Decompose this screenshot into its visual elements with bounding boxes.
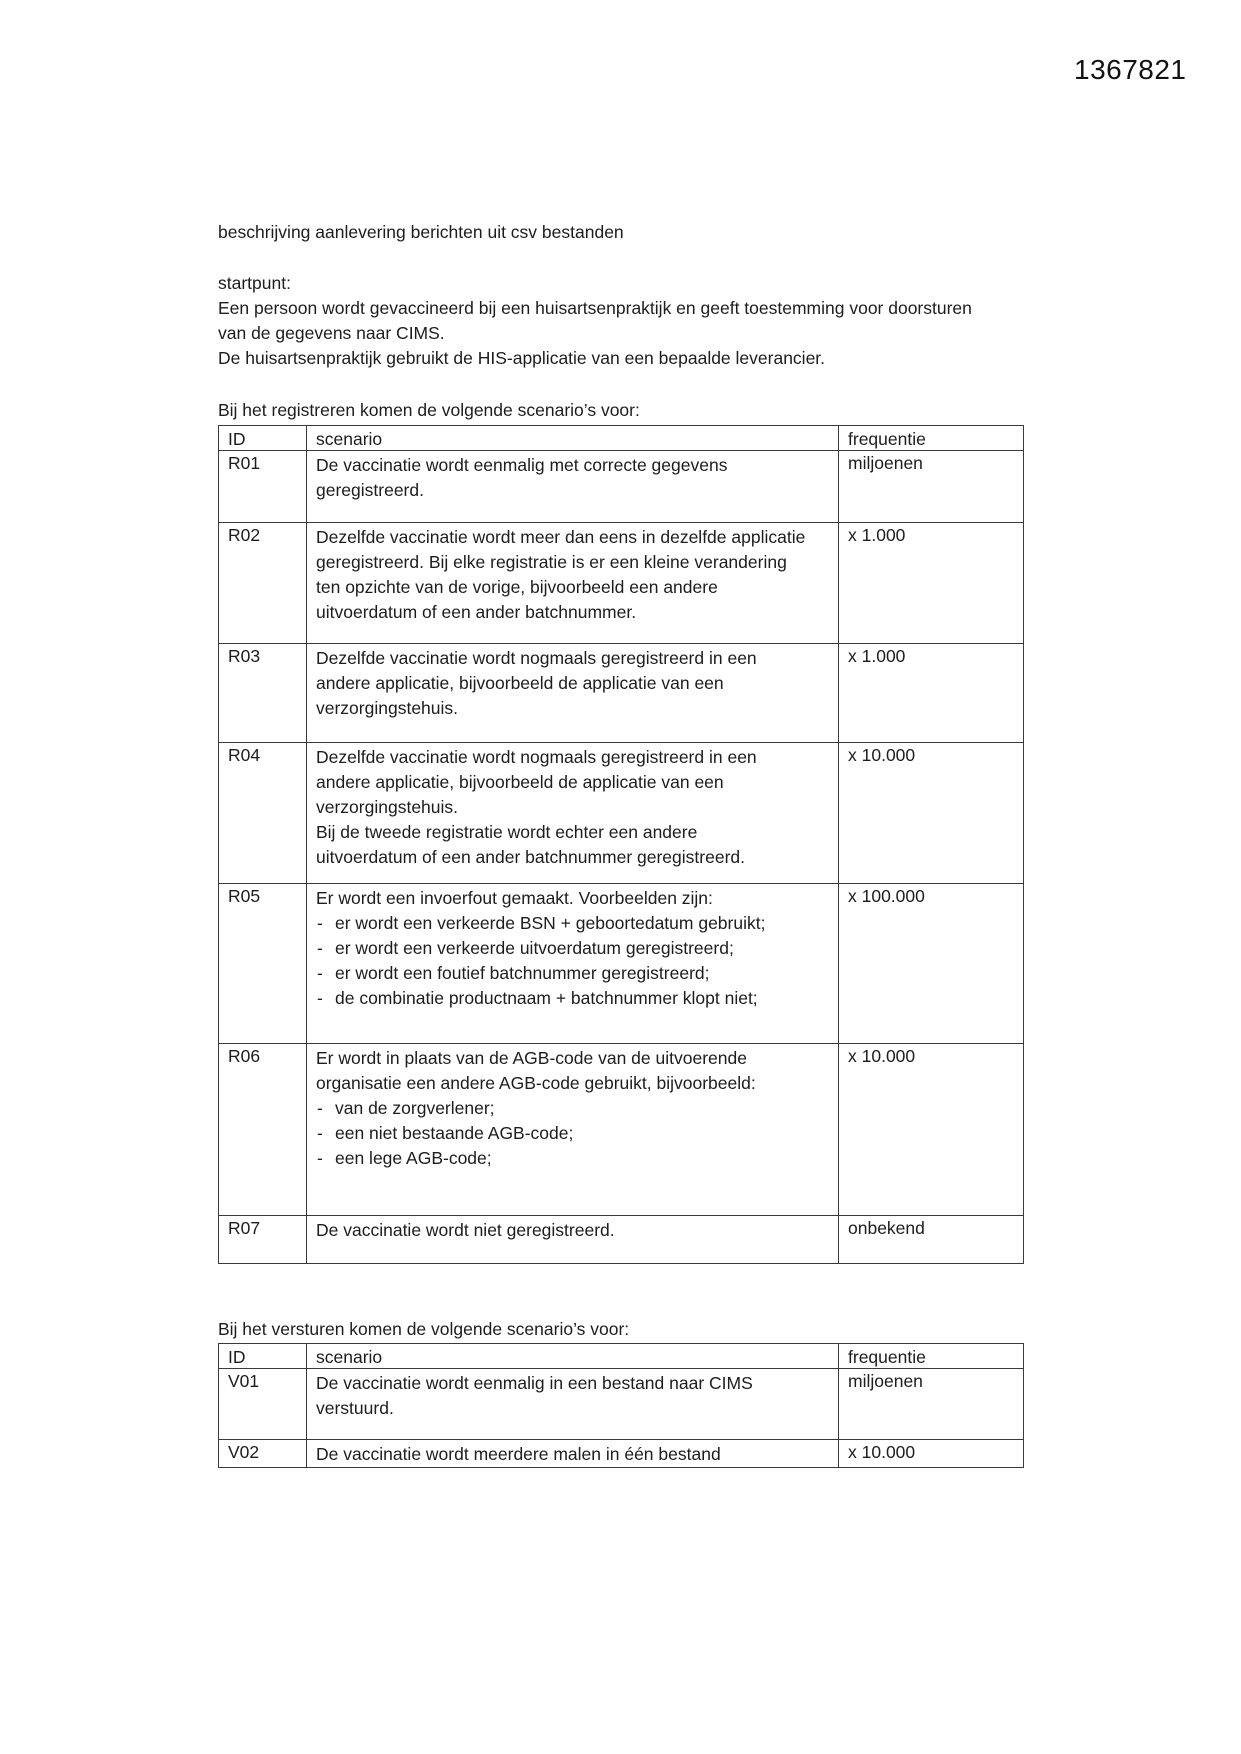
bullet-item [316,986,830,1011]
scenario-text-line: Dezelfde vaccinatie wordt meer dan eens in dezelfde applicatie [316,527,806,547]
scenario-text-line: De vaccinatie wordt meerdere malen in één bestand [316,1444,721,1464]
table-header-row [219,1344,1024,1369]
bullet-text: een lege AGB-code; [335,1148,492,1168]
col-header-id: ID [219,1344,307,1369]
table-row [219,523,1024,644]
scenario-id: V02 [219,1440,307,1468]
frequency-value: miljoenen [839,451,1024,523]
scenario-text-line: organisatie een andere AGB-code gebruikt, bijvoorbeeld: [316,1073,756,1093]
bullet-item [316,961,830,986]
col-header-scenario: scenario [307,426,839,451]
bullet-text: een niet bestaande AGB-code; [335,1123,574,1143]
bullet-item [316,1121,830,1146]
table-row [219,743,1024,884]
send-section-heading: Bij het versturen komen de volgende scenario’s voor: [218,1319,630,1339]
table-row [219,644,1024,743]
scenario-id: R05 [219,884,307,1044]
scenario-text-line: uitvoerdatum of een ander batchnummer. [316,602,637,622]
frequency-value: x 100.000 [839,884,1024,1044]
scenario-cell [307,523,839,644]
document-title: beschrijving aanlevering berichten uit csv bestanden [218,222,624,242]
table-row [219,1216,1024,1264]
scenario-id: V01 [219,1369,307,1440]
frequency-value: x 10.000 [839,1440,1024,1468]
table-row [219,1369,1024,1440]
scenario-text-line: Er wordt een invoerfout gemaakt. Voorbeelden zijn: [316,888,713,908]
bullet-dash: - [317,1148,323,1168]
table-row [219,1440,1024,1468]
scenario-text-line: andere applicatie, bijvoorbeeld de applicatie van een [316,673,724,693]
scenario-cell [307,1044,839,1216]
scenario-text-line: geregistreerd. Bij elke registratie is er een kleine verandering [316,552,787,572]
table-row [219,1044,1024,1216]
table-header-row [219,426,1024,451]
scenario-cell [307,1440,839,1468]
scenario-id: R03 [219,644,307,743]
frequency-value: x 1.000 [839,523,1024,644]
scenario-text-line: verstuurd. [316,1398,394,1418]
intro-line: van de gegevens naar CIMS. [218,323,445,343]
scenario-id: R02 [219,523,307,644]
bullet-item [316,1146,830,1171]
frequency-value: x 1.000 [839,644,1024,743]
bullet-dash: - [317,988,323,1008]
page-number-stamp: 1367821 [1074,54,1187,85]
scenario-cell [307,743,839,884]
frequency-value: x 10.000 [839,1044,1024,1216]
scenario-text-line: De vaccinatie wordt eenmalig in een bestand naar CIMS [316,1373,753,1393]
scenario-text-line: verzorgingstehuis. [316,698,459,718]
col-header-id: ID [219,426,307,451]
bullet-dash: - [317,1123,323,1143]
bullet-text: er wordt een verkeerde uitvoerdatum geregistreerd; [335,938,734,958]
scenario-text-line: ten opzichte van de vorige, bijvoorbeeld een andere [316,577,718,597]
bullet-item [316,911,830,936]
intro-line: Een persoon wordt gevaccineerd bij een huisartsenpraktijk en geeft toestemming voor doorsturen [218,298,972,318]
send-scenarios-table [218,1343,1024,1468]
scenario-cell [307,451,839,523]
scenario-text-line: Bij de tweede registratie wordt echter een andere [316,822,698,842]
intro-line: De huisartsenpraktijk gebruikt de HIS-applicatie van een bepaalde leverancier. [218,348,826,368]
scenario-cell [307,1216,839,1264]
bullet-dash: - [317,1098,323,1118]
scenario-cell [307,884,839,1044]
scenario-id: R06 [219,1044,307,1216]
bullet-dash: - [317,963,323,983]
bullet-text: er wordt een foutief batchnummer geregistreerd; [335,963,710,983]
col-header-frequentie: frequentie [839,426,1024,451]
scenario-cell [307,1369,839,1440]
scenario-id: R07 [219,1216,307,1264]
scenario-text-line: verzorgingstehuis. [316,797,459,817]
register-scenarios-table [218,425,1024,1264]
frequency-value: onbekend [839,1216,1024,1264]
scenario-text-line: De vaccinatie wordt niet geregistreerd. [316,1220,615,1240]
scenario-text-line: Er wordt in plaats van de AGB-code van de uitvoerende [316,1048,747,1068]
table-row [219,451,1024,523]
startpunt-label: startpunt: [218,273,291,293]
frequency-value: x 10.000 [839,743,1024,884]
scenario-text-line: Dezelfde vaccinatie wordt nogmaals geregistreerd in een [316,747,757,767]
bullet-dash: - [317,913,323,933]
frequency-value: miljoenen [839,1369,1024,1440]
scenario-id: R04 [219,743,307,884]
bullet-text: van de zorgverlener; [335,1098,495,1118]
scenario-text-line: uitvoerdatum of een ander batchnummer geregistreerd. [316,847,745,867]
table-row [219,884,1024,1044]
scenario-text-line: Dezelfde vaccinatie wordt nogmaals geregistreerd in een [316,648,757,668]
bullet-text: de combinatie productnaam + batchnummer klopt niet; [335,988,758,1008]
scenario-text-line: andere applicatie, bijvoorbeeld de applicatie van een [316,772,724,792]
scenario-text-line: geregistreerd. [316,480,424,500]
bullet-dash: - [317,938,323,958]
col-header-frequentie: frequentie [839,1344,1024,1369]
register-section-heading: Bij het registreren komen de volgende scenario’s voor: [218,400,640,420]
scenario-text-line: De vaccinatie wordt eenmalig met correcte gegevens [316,455,728,475]
bullet-text: er wordt een verkeerde BSN + geboortedatum gebruikt; [335,913,766,933]
bullet-item [316,1096,830,1121]
col-header-scenario: scenario [307,1344,839,1369]
scenario-cell [307,644,839,743]
scenario-id: R01 [219,451,307,523]
intro-paragraph [218,271,972,371]
bullet-item [316,936,830,961]
